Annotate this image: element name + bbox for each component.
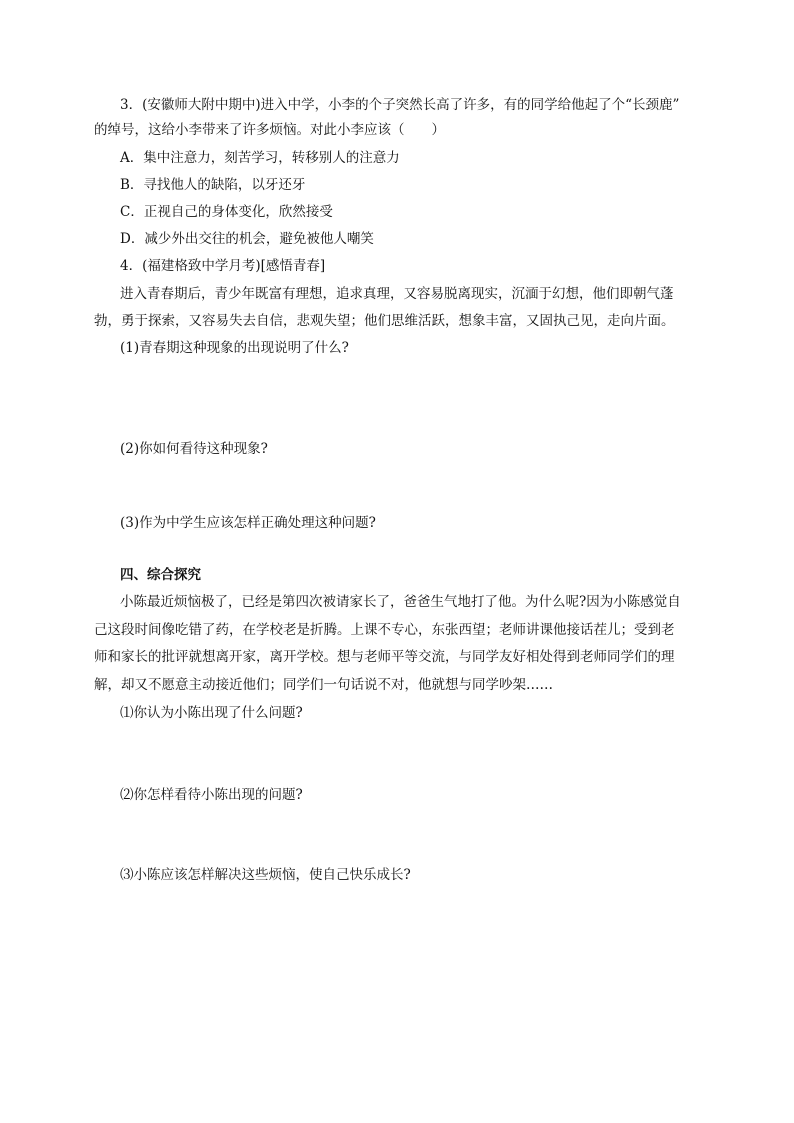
section4-subquestion-3: ⑶小陈应该怎样解决这些烦恼，使自己快乐成长? — [120, 867, 411, 883]
section4-paragraph-line1: 小陈最近烦恼极了，已经是第四次被请家长了，爸爸生气地打了他。为什么呢?因为小陈感觉自 — [120, 594, 681, 610]
section4-paragraph-line4: 解，却又不愿意主动接近他们；同学们一句话说不对，他就想与同学吵架…… — [94, 677, 553, 693]
q4-subquestion-3: (3)作为中学生应该怎样正确处理这种问题? — [120, 515, 376, 531]
q3-stem-line1: 3．(安徽师大附中期中)进入中学，小李的个子突然长高了许多，有的同学给他起了个“长颈鹿” — [120, 97, 680, 113]
q4-paragraph-line2: 勃，勇于探索，又容易失去自信，悲观失望；他们思维活跃，想象丰富，又固执己见，走向片面。 — [94, 313, 675, 329]
section-title: 四、综合探究 — [120, 567, 201, 583]
section4-paragraph-line3: 师和家长的批评就想离开家，离开学校。想与老师平等交流，与同学友好相处得到老师同学们的理 — [94, 649, 675, 665]
q4-paragraph-line1: 进入青春期后，青少年既富有理想，追求真理，又容易脱离现实，沉湎于幻想，他们即朝气蓬 — [120, 286, 674, 302]
q4-header: 4．(福建格致中学月考)[感悟青春] — [120, 258, 326, 274]
q3-option-c: C．正视自己的身体变化，欣然接受 — [120, 204, 333, 220]
q4-subquestion-2: (2)你如何看待这种现象? — [120, 441, 268, 457]
q3-stem-line2: 的绰号，这给小李带来了许多烦恼。对此小李应该（ ） — [94, 122, 445, 138]
section4-subquestion-2: ⑵你怎样看待小陈出现的问题? — [120, 787, 303, 803]
section4-subquestion-1: ⑴你认为小陈出现了什么问题? — [120, 705, 303, 721]
q3-option-d: D．减少外出交往的机会，避免被他人嘲笑 — [120, 231, 374, 247]
q3-option-a: A．集中注意力，刻苦学习，转移别人的注意力 — [120, 150, 400, 166]
section4-paragraph-line2: 己这段时间像吃错了药，在学校老是折腾。上课不专心，东张西望；老师讲课他接话茬儿；受到老 — [94, 622, 675, 638]
q3-option-b: B．寻找他人的缺陷，以牙还牙 — [120, 177, 306, 193]
q4-subquestion-1: (1)青春期这种现象的出现说明了什么? — [120, 340, 349, 356]
